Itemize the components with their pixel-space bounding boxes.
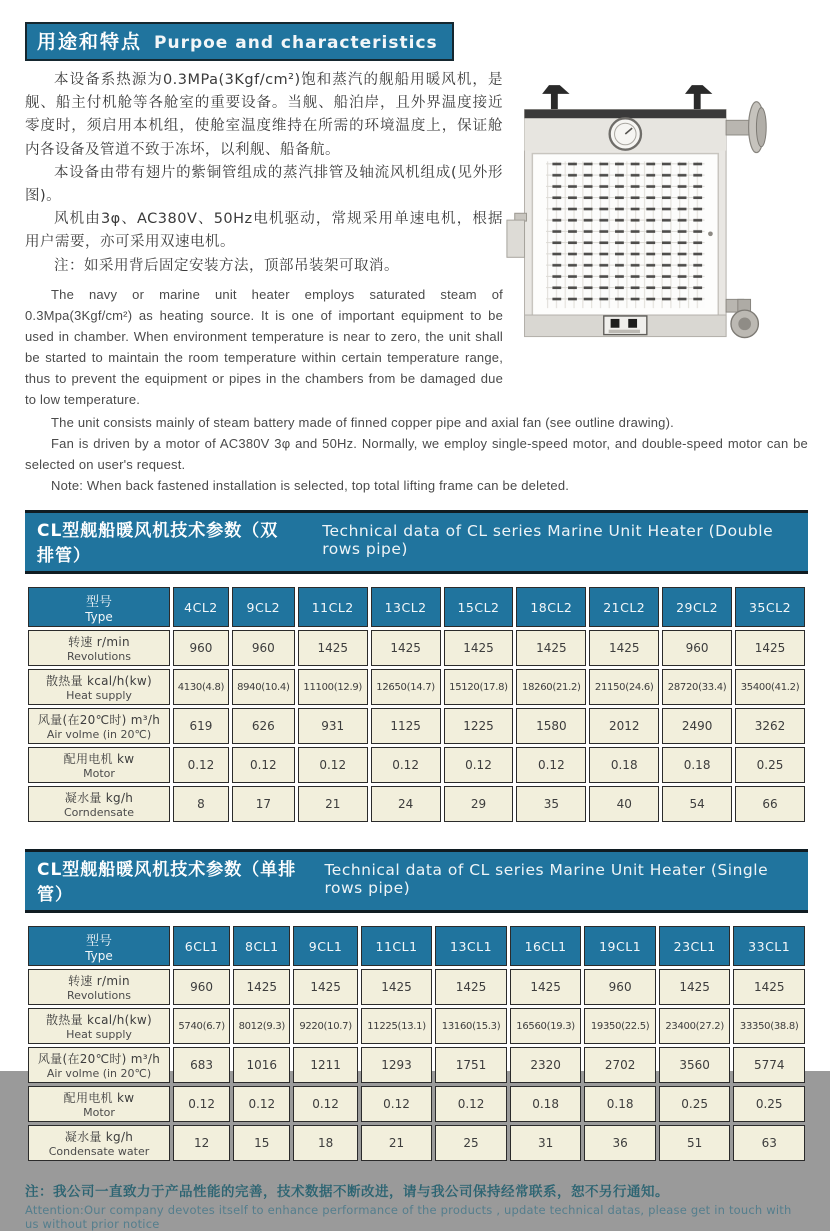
label-en: Corndensate (64, 806, 134, 820)
value-cell: 2012 (589, 708, 659, 744)
value-cell: 3560 (659, 1047, 731, 1083)
control-panel (604, 316, 647, 335)
model-header-cell: 11CL1 (361, 926, 433, 966)
table-row (28, 1125, 805, 1161)
section-title-cn: 用途和特点 (37, 31, 143, 53)
value-cell: 0.12 (444, 747, 514, 783)
value-cell: 2490 (662, 708, 732, 744)
value-cell: 0.12 (435, 1086, 507, 1122)
value-cell: 960 (662, 630, 732, 666)
label-cn: 转速 r/min (68, 974, 130, 989)
model-header-cell: 13CL2 (371, 587, 441, 627)
paragraph: 本设备系热源为0.3MPa(3Kgf/cm²)饱和蒸汽的舰船用暖风机，是舰、船主付机舱等各舱室的重要设备。当舰、船泊岸，且外界温度接近零度时，须启用本机组，使舱室温度维持在所需的环境温度上，保证舱内各设备及管道不致于冻坏，以利舰、船备航。 (25, 72, 503, 158)
value-cell: 960 (173, 969, 230, 1005)
table2-holder (25, 923, 808, 1164)
value-cell: 29 (444, 786, 514, 822)
value-cell: 8940(10.4) (232, 669, 295, 705)
value-cell: 683 (173, 1047, 230, 1083)
value-cell: 5740(6.7) (173, 1008, 230, 1044)
value-cell: 1425 (659, 969, 731, 1005)
value-cell: 0.18 (510, 1086, 582, 1122)
value-cell: 35 (516, 786, 586, 822)
intro-cn-paragraphs (25, 69, 503, 278)
model-header-cell: 9CL1 (293, 926, 357, 966)
value-cell: 0.25 (659, 1086, 731, 1122)
value-cell: 2320 (510, 1047, 582, 1083)
model-header-cell: 9CL2 (232, 587, 295, 627)
row-label-cell (28, 1086, 170, 1122)
unit-top-band (525, 110, 727, 119)
value-cell: 1425 (733, 969, 805, 1005)
row-label-cell (28, 630, 170, 666)
paragraph: Fan is driven by a motor of AC380V 3φ and 50Hz. Normally, we employ single-speed motor, and double-speed motor can be selected on user's request. (25, 436, 808, 473)
value-cell: 1425 (510, 969, 582, 1005)
table-header-row (28, 926, 805, 966)
intro-text-column (25, 69, 503, 410)
value-cell: 9220(10.7) (293, 1008, 357, 1044)
value-cell: 0.12 (233, 1086, 290, 1122)
value-cell: 12 (173, 1125, 230, 1161)
value-cell: 960 (232, 630, 295, 666)
label-en: Revolutions (67, 650, 131, 664)
paragraph: The unit consists mainly of steam battery made of finned copper pipe and axial fan (see outline drawing). (51, 414, 674, 430)
value-cell: 36 (584, 1125, 656, 1161)
value-cell: 0.12 (232, 747, 295, 783)
value-cell: 1425 (298, 630, 368, 666)
section-title-en: Purpoe and characteristics (154, 33, 438, 53)
model-header-cell: 13CL1 (435, 926, 507, 966)
label-en: Heat supply (66, 1028, 132, 1042)
value-cell: 1751 (435, 1047, 507, 1083)
value-cell: 13160(15.3) (435, 1008, 507, 1044)
value-cell: 4130(4.8) (173, 669, 229, 705)
row-label-cell (28, 747, 170, 783)
model-header-cell: 18CL2 (516, 587, 586, 627)
label-cn: 风量(在20℃时) m³/h (37, 713, 161, 728)
label-en: Type (85, 948, 113, 963)
lifting-bracket-left (542, 85, 569, 111)
value-cell: 0.12 (173, 747, 229, 783)
value-cell: 626 (232, 708, 295, 744)
value-cell: 0.12 (293, 1086, 357, 1122)
value-cell: 23400(27.2) (659, 1008, 731, 1044)
paragraph: Note: When back fastened installation is selected, top total lifting frame can be deleted. (51, 478, 570, 494)
value-cell: 960 (173, 630, 229, 666)
value-cell: 40 (589, 786, 659, 822)
value-cell: 1425 (233, 969, 290, 1005)
value-cell: 1211 (293, 1047, 357, 1083)
row-label-cell (28, 786, 170, 822)
value-cell: 1425 (371, 630, 441, 666)
value-cell: 1425 (293, 969, 357, 1005)
value-cell: 31 (510, 1125, 582, 1161)
row-label-cell (28, 1008, 170, 1044)
value-cell: 1425 (361, 969, 433, 1005)
value-cell: 33350(38.8) (733, 1008, 805, 1044)
table1-banner-en: Technical data of CL series Marine Unit Heater (Double rows pipe) (322, 522, 774, 559)
value-cell: 0.25 (735, 747, 805, 783)
value-cell: 18 (293, 1125, 357, 1161)
section-title-banner (25, 22, 454, 61)
paragraph: 风机由3φ、AC380V、50Hz电机驱动，常规采用单速电机，根据用户需要，亦可采用双速电机。 (25, 211, 503, 251)
condensate-outlet-flange (726, 299, 758, 337)
model-header-cell: 11CL2 (298, 587, 368, 627)
label-cn: 风量(在20℃时) m³/h (37, 1052, 161, 1067)
value-cell: 0.25 (733, 1086, 805, 1122)
table-row (28, 1047, 805, 1083)
paragraph: 注：如采用背后固定安装方法，顶部吊装架可取消。 (54, 257, 399, 274)
value-cell: 21 (298, 786, 368, 822)
value-cell: 3262 (735, 708, 805, 744)
value-cell: 66 (735, 786, 805, 822)
value-cell: 960 (584, 969, 656, 1005)
row-label-cell (28, 708, 170, 744)
value-cell: 11100(12.9) (298, 669, 368, 705)
label-en: Motor (83, 767, 115, 781)
model-header-cell: 21CL2 (589, 587, 659, 627)
table1-banner (25, 510, 808, 574)
value-cell: 21150(24.6) (589, 669, 659, 705)
value-cell: 1580 (516, 708, 586, 744)
model-header-cell: 6CL1 (173, 926, 230, 966)
value-cell: 11225(13.1) (361, 1008, 433, 1044)
table-row (28, 669, 805, 705)
label-en: Revolutions (67, 989, 131, 1003)
label-cn: 凝水量 kg/h (64, 791, 134, 806)
value-cell: 28720(33.4) (662, 669, 732, 705)
row-label-cell (28, 1125, 170, 1161)
value-cell: 18260(21.2) (516, 669, 586, 705)
value-cell: 24 (371, 786, 441, 822)
value-cell: 16560(19.3) (510, 1008, 582, 1044)
product-photo-column (503, 69, 821, 410)
value-cell: 8012(9.3) (233, 1008, 290, 1044)
value-cell: 619 (173, 708, 229, 744)
spec-table (25, 923, 808, 1164)
label-en: Condensate water (48, 1145, 150, 1159)
value-cell: 35400(41.2) (735, 669, 805, 705)
model-header-cell: 8CL1 (233, 926, 290, 966)
row-label-cell (28, 1047, 170, 1083)
table-row (28, 786, 805, 822)
value-cell: 15120(17.8) (444, 669, 514, 705)
value-cell: 1016 (233, 1047, 290, 1083)
footer-notes (25, 1180, 808, 1231)
table-row (28, 747, 805, 783)
value-cell: 8 (173, 786, 229, 822)
value-cell: 0.12 (173, 1086, 230, 1122)
table-row (28, 1086, 805, 1122)
intro-section (25, 69, 808, 410)
table-row (28, 969, 805, 1005)
value-cell: 1225 (444, 708, 514, 744)
model-header-cell: 23CL1 (659, 926, 731, 966)
value-cell: 12650(14.7) (371, 669, 441, 705)
value-cell: 25 (435, 1125, 507, 1161)
value-cell: 0.12 (371, 747, 441, 783)
value-cell: 0.18 (589, 747, 659, 783)
footer-note-en: Attention:Our company devotes itself to enhance performance of the products , update technical datas, please get in touch with us without prior notice (25, 1203, 792, 1231)
type-header-cell (28, 926, 170, 966)
label-cn: 散热量 kcal/h(kw) (45, 674, 153, 689)
table1-holder (25, 584, 808, 825)
row-label-cell (28, 969, 170, 1005)
value-cell: 0.18 (662, 747, 732, 783)
table2-banner (25, 849, 808, 913)
value-cell: 1293 (361, 1047, 433, 1083)
value-cell: 0.12 (298, 747, 368, 783)
lifting-bracket-right (685, 85, 712, 111)
spec-table (25, 584, 808, 825)
table-row (28, 708, 805, 744)
value-cell: 21 (361, 1125, 433, 1161)
value-cell: 5774 (733, 1047, 805, 1083)
value-cell: 0.12 (516, 747, 586, 783)
label-en: Air volme (in 20℃) (46, 728, 152, 742)
value-cell: 15 (233, 1125, 290, 1161)
value-cell: 1425 (435, 969, 507, 1005)
type-header-cell (28, 587, 170, 627)
label-en: Motor (83, 1106, 115, 1120)
door-latch (708, 231, 713, 236)
value-cell: 51 (659, 1125, 731, 1161)
footer-note-cn: 注：我公司一直致力于产品性能的完善，技术数据不断改进，请与我公司保持经常联系，恕不另行通知。 (25, 1184, 669, 1201)
label-cn: 型号 (85, 594, 112, 610)
model-header-cell: 35CL2 (735, 587, 805, 627)
label-en: Air volme (in 20℃) (46, 1067, 152, 1081)
label-cn: 散热量 kcal/h(kw) (45, 1013, 153, 1028)
label-en: Type (85, 609, 113, 624)
paragraph: 本设备由带有翅片的紫铜管组成的蒸汽排管及轴流风机组成(见外形图)。 (25, 164, 503, 204)
unit-heater-photo (503, 77, 821, 373)
junction-box (507, 213, 527, 257)
model-header-cell: 29CL2 (662, 587, 732, 627)
value-cell: 54 (662, 786, 732, 822)
pressure-gauge-icon (610, 118, 641, 149)
label-cn: 转速 r/min (68, 635, 130, 650)
table-row (28, 1008, 805, 1044)
intro-en-first-paragraph (25, 284, 503, 410)
table1-banner-cn: CL型舰船暖风机技术参数（双排管） (37, 521, 279, 567)
model-header-cell: 4CL2 (173, 587, 229, 627)
label-cn: 配用电机 kw (63, 752, 135, 767)
model-header-cell: 33CL1 (733, 926, 805, 966)
value-cell: 931 (298, 708, 368, 744)
label-cn: 配用电机 kw (63, 1091, 135, 1106)
model-header-cell: 16CL1 (510, 926, 582, 966)
value-cell: 1425 (444, 630, 514, 666)
value-cell: 1425 (589, 630, 659, 666)
label-cn: 凝水量 kg/h (64, 1130, 134, 1145)
row-label-cell (28, 669, 170, 705)
value-cell: 0.18 (584, 1086, 656, 1122)
table-row (28, 630, 805, 666)
value-cell: 1425 (735, 630, 805, 666)
value-cell: 19350(22.5) (584, 1008, 656, 1044)
value-cell: 0.12 (361, 1086, 433, 1122)
table2-banner-en: Technical data of CL series Marine Unit Heater (Single rows pipe) (324, 861, 769, 898)
label-en: Heat supply (66, 689, 132, 703)
model-header-cell: 15CL2 (444, 587, 514, 627)
label-cn: 型号 (85, 933, 112, 949)
value-cell: 1425 (516, 630, 586, 666)
value-cell: 1125 (371, 708, 441, 744)
value-cell: 63 (733, 1125, 805, 1161)
intro-en-paragraphs (25, 412, 808, 496)
model-header-cell: 19CL1 (584, 926, 656, 966)
value-cell: 2702 (584, 1047, 656, 1083)
paragraph: The navy or marine unit heater employs saturated steam of 0.3Mpa(3Kgf/cm²) as heating source. It is one of important equipment to be used in chamber. When environment temperature is near to zero, the unit shall be started to maintain the room temperature within certain temperature range, thus to prevent the equipment or pipes in the chambers from be damaged due to low temperature. (25, 286, 503, 407)
steam-inlet-flange (726, 102, 766, 153)
table2-banner-cn: CL型舰船暖风机技术参数（单排管） (37, 860, 297, 906)
value-cell: 17 (232, 786, 295, 822)
table-header-row (28, 587, 805, 627)
